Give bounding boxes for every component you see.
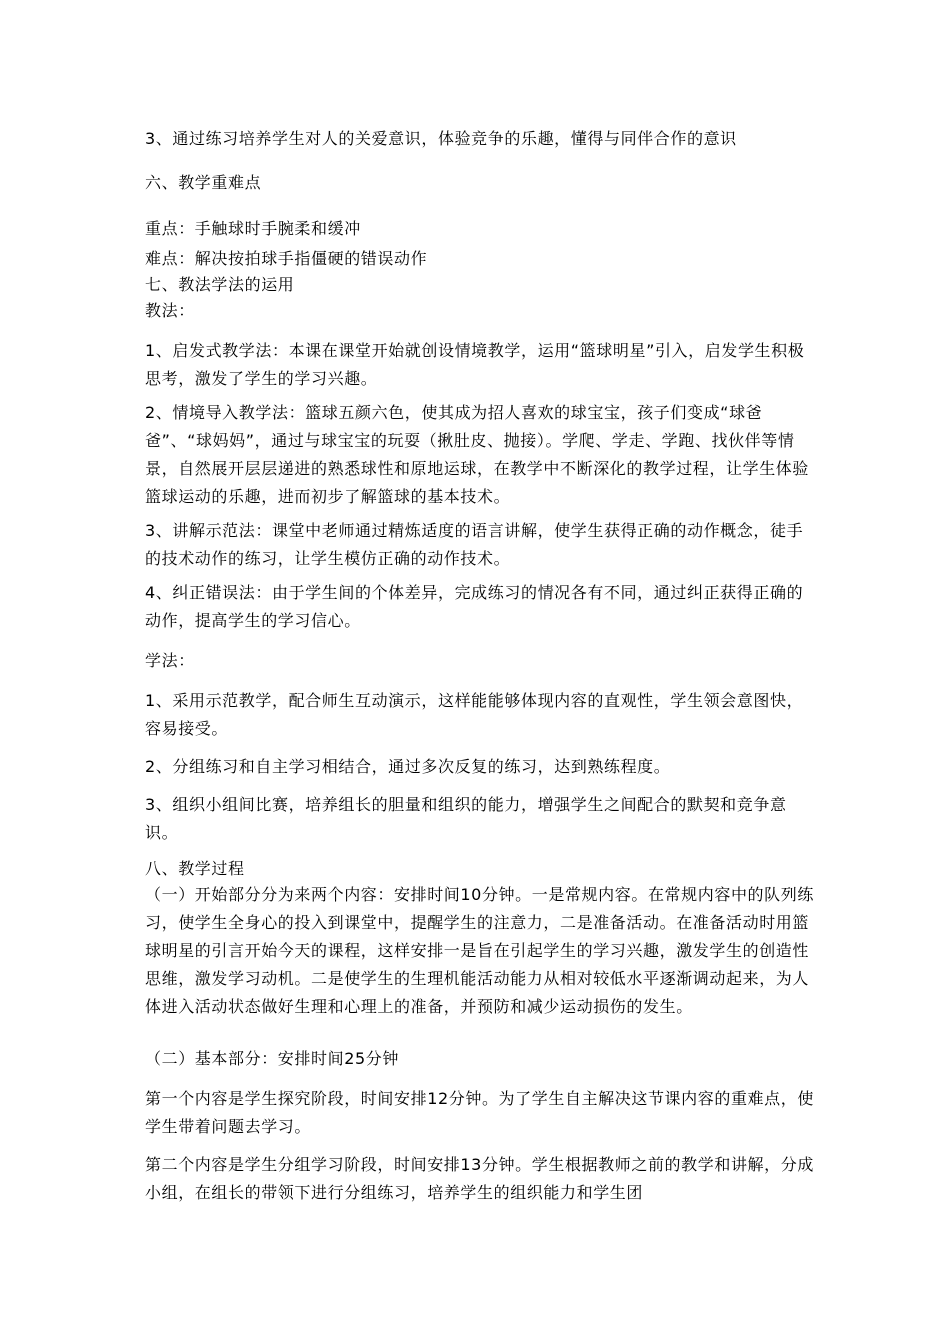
paragraph-process-basic: （二）基本部分：安排时间25分钟	[145, 1049, 399, 1068]
paragraph-difficulty: 难点：解决按拍球手指僵硬的错误动作	[145, 249, 428, 268]
paragraph-content-2: 第二个内容是学生分组学习阶段，时间安排13分钟。学生根据教师之前的教学和讲解，分成小组，在组长的带领下进行分组练习，培养学生的组织能力和学生团	[145, 1155, 814, 1202]
paragraph-learning-3: 3、组织小组间比赛，培养组长的胆量和组织的能力，增强学生之间配合的默契和竞争意识。	[145, 795, 787, 842]
heading-teaching-process: 八、教学过程	[145, 859, 245, 878]
label-teaching-method: 教法：	[145, 301, 195, 320]
paragraph-method-1: 1、启发式教学法：本课在课堂开始就创设情境教学，运用“篮球明星”引入，启发学生积极思考，激发了学生的学习兴趣。	[145, 341, 805, 388]
paragraph-learning-2: 2、分组练习和自主学习相结合，通过多次反复的练习，达到熟练程度。	[145, 757, 671, 776]
heading-teaching-methods: 七、教法学法的运用	[145, 275, 295, 294]
paragraph-process-start: （一）开始部分分为来两个内容：安排时间10分钟。一是常规内容。在常规内容中的队列练习，使学生全身心的投入到课堂中，提醒学生的注意力，二是准备活动。在准备活动时用篮球明星的引言开始今天的课程，这样安排一是旨在引起学生的学习兴趣，激发学生的创造性思维，激发学习动机。二是使学生的生理机能活动能力从相对较低水平逐渐调动起来，为人体进入活动状态做好生理和心理上的准备，并预防和减少运动损伤的发生。	[145, 885, 814, 1016]
paragraph-method-3: 3、讲解示范法：课堂中老师通过精炼适度的语言讲解，使学生获得正确的动作概念，徒手的技术动作的练习，让学生模仿正确的动作技术。	[145, 521, 804, 568]
heading-key-difficulties: 六、教学重难点	[145, 173, 262, 192]
paragraph-goal-3: 3、通过练习培养学生对人的关爱意识，体验竞争的乐趣，懂得与同伴合作的意识	[145, 129, 737, 148]
paragraph-method-2: 2、情境导入教学法：篮球五颜六色，使其成为招人喜欢的球宝宝，孩子们变成“球爸爸”、“球妈妈”，通过与球宝宝的玩耍（揪肚皮、抛接）。学爬、学走、学跑、找伙伴等情景，自然展开层层递进的熟悉球性和原地运球，在教学中不断深化的教学过程，让学生体验篮球运动的乐趣，进而初步了解篮球的基本技术。	[145, 403, 810, 506]
paragraph-key-point: 重点：手触球时手腕柔和缓冲	[145, 219, 361, 238]
paragraph-learning-1: 1、采用示范教学，配合师生互动演示，这样能能够体现内容的直观性，学生领会意图快，容易接受。	[145, 691, 804, 738]
paragraph-method-4: 4、纠正错误法：由于学生间的个体差异，完成练习的情况各有不同，通过纠正获得正确的动作，提高学生的学习信心。	[145, 583, 804, 630]
label-learning-method: 学法：	[145, 651, 195, 670]
paragraph-content-1: 第一个内容是学生探究阶段，时间安排12分钟。为了学生自主解决这节课内容的重难点，使学生带着问题去学习。	[145, 1089, 814, 1136]
